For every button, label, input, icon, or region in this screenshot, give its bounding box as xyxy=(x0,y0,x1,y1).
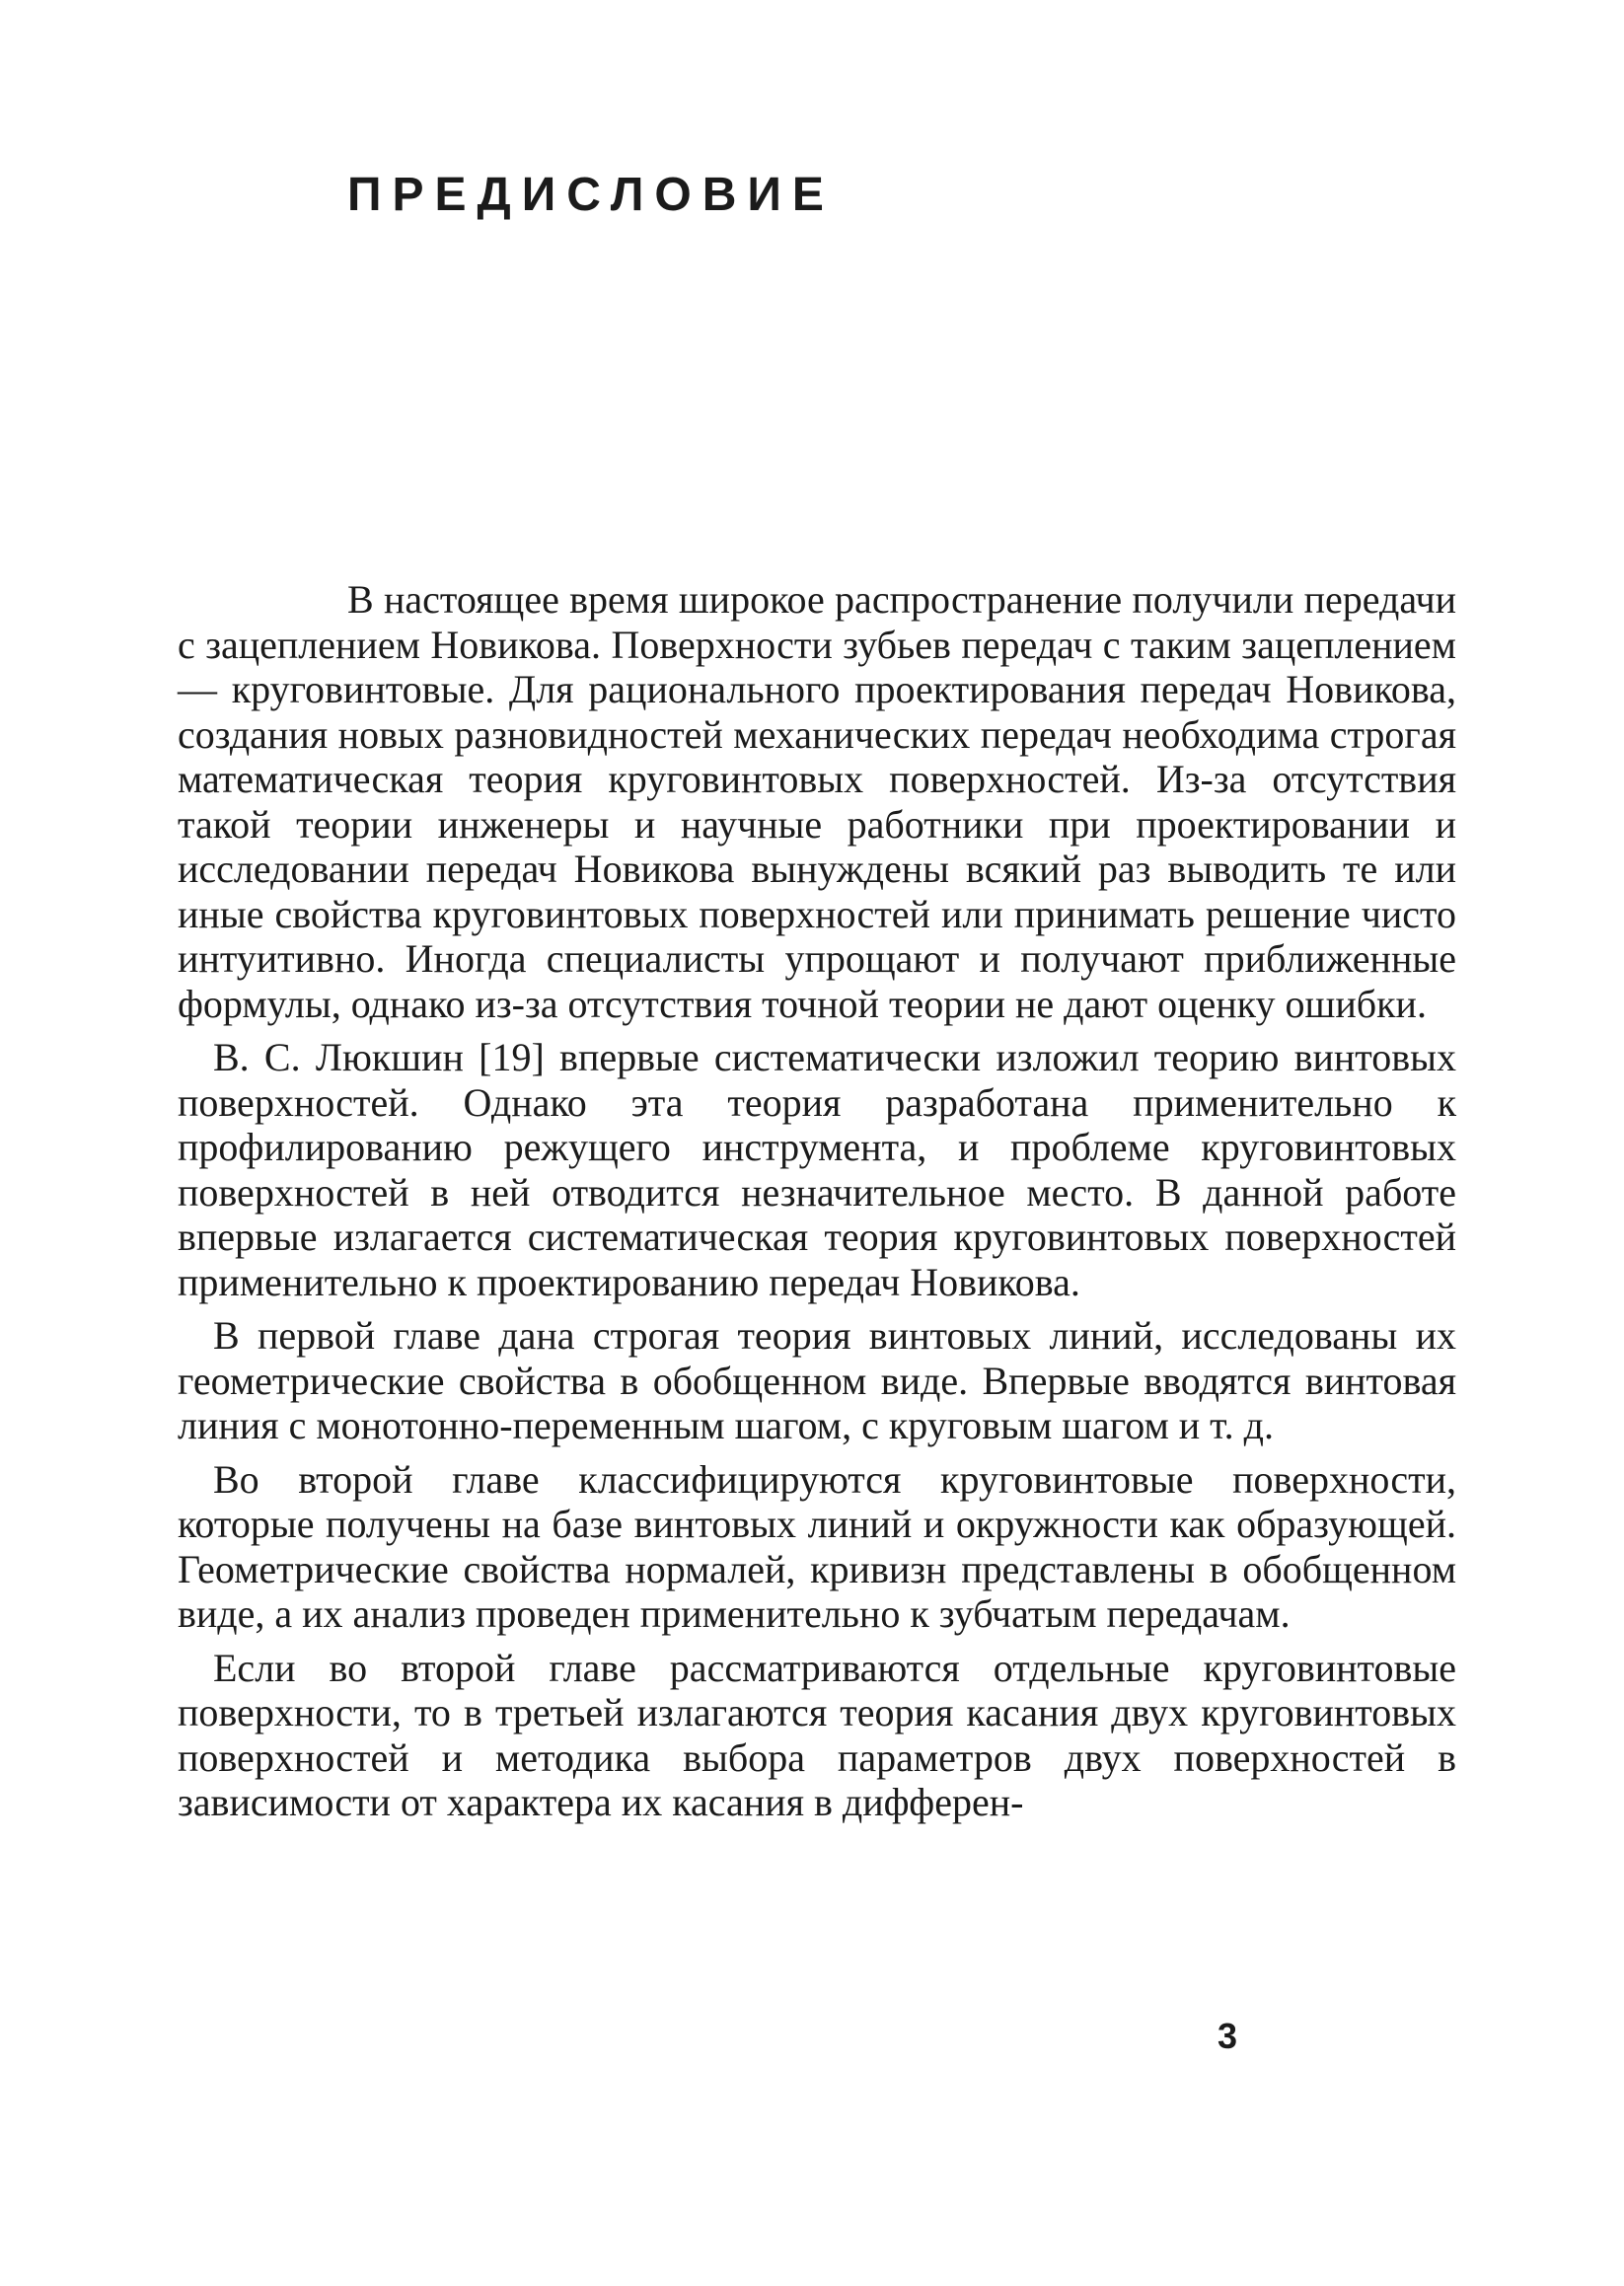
paragraph: Во второй главе классифицируются круговинтовые поверхности, которые получены на базе винтовых линий и окружности как образующей. Геометрические свойства нормалей, кривизн представлены в обобщенном виде, а их анализ проведен применительно к зубчатым передачам. xyxy=(178,1456,1456,1636)
paragraph: Если во второй главе рассматриваются отдельные круговинтовые поверхности, то в третьей излагаются теория касания двух круговинтовых поверхностей и методика выбора параметров двух поверхностей в зависимости от характера их касания в дифферен- xyxy=(178,1645,1456,1824)
preface-body xyxy=(178,577,1456,1834)
page-number: 3 xyxy=(1218,2016,1238,2056)
paragraph: В. С. Люкшин [19] впервые систематически изложил теорию винтовых поверхностей. Однако эта теория разработана применительно к профилированию режущего инструмента, и проблеме круговинтовых поверхностей в ней отводится незначительное место. В данной работе впервые излагается систематическая теория круговинтовых поверхностей применительно к проектированию передач Новикова. xyxy=(178,1035,1456,1304)
paragraph: В настоящее время широкое распространение получили передачи с зацеплением Новикова. Поверхности зубьев передач с таким зацеплением — круговинтовые. Для рационального проектирования передач Новикова, создания новых разновидностей механических передач необходима строгая математическая теория круговинтовых поверхностей. Из-за отсутствия такой теории инженеры и научные работники при проектировании и исследовании передач Новикова вынуждены всякий раз выводить те или иные свойства круговинтовых поверхностей или принимать решение чисто интуитивно. Иногда специалисты упрощают и получают приближенные формулы, однако из-за отсутствия точной теории не дают оценку ошибки. xyxy=(178,577,1456,1026)
paragraph: В первой главе дана строгая теория винтовых линий, исследованы их геометрические свойства в обобщенном виде. Впервые вводятся винтовая линия с монотонно-переменным шагом, с круговым шагом и т. д. xyxy=(178,1313,1456,1447)
page-title: ПРЕДИСЛОВИЕ xyxy=(347,169,835,222)
